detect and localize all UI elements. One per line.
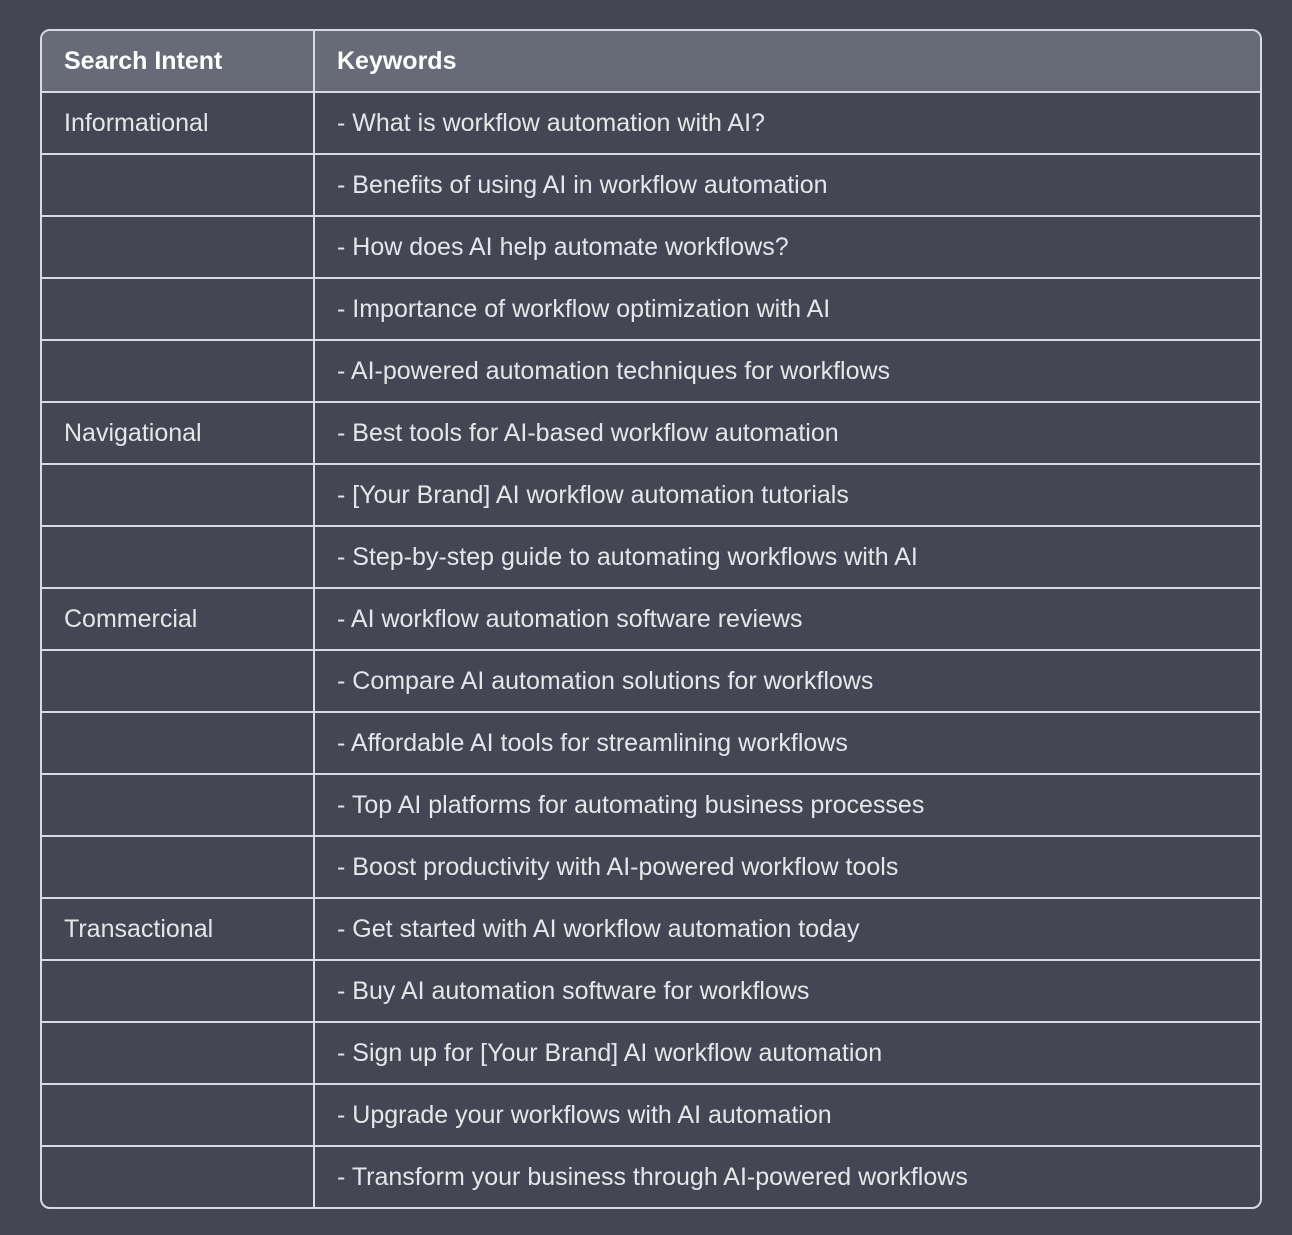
- intent-cell: Transactional: [42, 898, 314, 960]
- intent-cell: [42, 774, 314, 836]
- table-row: [42, 1084, 1260, 1146]
- intent-cell: Commercial: [42, 588, 314, 650]
- table-row: [42, 340, 1260, 402]
- header-keywords: Keywords: [314, 31, 1260, 92]
- keyword-cell: - Best tools for AI-based workflow automation: [314, 402, 1260, 464]
- intent-cell: [42, 836, 314, 898]
- keyword-table-container: [40, 29, 1262, 1209]
- keyword-cell: - AI workflow automation software reviews: [314, 588, 1260, 650]
- table-row: [42, 464, 1260, 526]
- table-row: [42, 712, 1260, 774]
- table-row: [42, 1022, 1260, 1084]
- table-row: [42, 650, 1260, 712]
- keyword-cell: - Top AI platforms for automating business processes: [314, 774, 1260, 836]
- keyword-cell: - Affordable AI tools for streamlining workflows: [314, 712, 1260, 774]
- table-row: [42, 960, 1260, 1022]
- intent-cell: [42, 340, 314, 402]
- table-row: [42, 588, 1260, 650]
- intent-cell: Navigational: [42, 402, 314, 464]
- keyword-table: [42, 31, 1260, 1207]
- keyword-cell: - Sign up for [Your Brand] AI workflow automation: [314, 1022, 1260, 1084]
- table-header: [42, 31, 1260, 92]
- intent-cell: [42, 278, 314, 340]
- intent-cell: [42, 1084, 314, 1146]
- header-row: [42, 31, 1260, 92]
- table-row: [42, 154, 1260, 216]
- intent-cell: Informational: [42, 92, 314, 154]
- intent-cell: [42, 1146, 314, 1207]
- table-row: [42, 216, 1260, 278]
- intent-cell: [42, 712, 314, 774]
- table-row: [42, 92, 1260, 154]
- table-row: [42, 526, 1260, 588]
- keyword-cell: - [Your Brand] AI workflow automation tutorials: [314, 464, 1260, 526]
- intent-cell: [42, 154, 314, 216]
- keyword-cell: - How does AI help automate workflows?: [314, 216, 1260, 278]
- table-row: [42, 402, 1260, 464]
- header-search-intent: Search Intent: [64, 47, 223, 75]
- intent-cell: [42, 960, 314, 1022]
- table-row: [42, 278, 1260, 340]
- keyword-cell: - Upgrade your workflows with AI automation: [314, 1084, 1260, 1146]
- table-body: [42, 92, 1260, 1207]
- keyword-cell: - Buy AI automation software for workflows: [314, 960, 1260, 1022]
- table-row: [42, 1146, 1260, 1207]
- keyword-cell: - Transform your business through AI-powered workflows: [314, 1146, 1260, 1207]
- keyword-cell: - Compare AI automation solutions for workflows: [314, 650, 1260, 712]
- keyword-cell: - AI-powered automation techniques for workflows: [314, 340, 1260, 402]
- intent-cell: [42, 526, 314, 588]
- intent-cell: [42, 216, 314, 278]
- keyword-cell: - Boost productivity with AI-powered workflow tools: [314, 836, 1260, 898]
- intent-cell: [42, 650, 314, 712]
- keyword-cell: - Step-by-step guide to automating workflows with AI: [314, 526, 1260, 588]
- keyword-cell: - Importance of workflow optimization with AI: [314, 278, 1260, 340]
- table-row: [42, 836, 1260, 898]
- table-row: [42, 898, 1260, 960]
- intent-cell: [42, 464, 314, 526]
- keyword-cell: - What is workflow automation with AI?: [314, 92, 1260, 154]
- keyword-cell: - Get started with AI workflow automation today: [314, 898, 1260, 960]
- keyword-cell: - Benefits of using AI in workflow automation: [314, 154, 1260, 216]
- table-row: [42, 774, 1260, 836]
- intent-cell: [42, 1022, 314, 1084]
